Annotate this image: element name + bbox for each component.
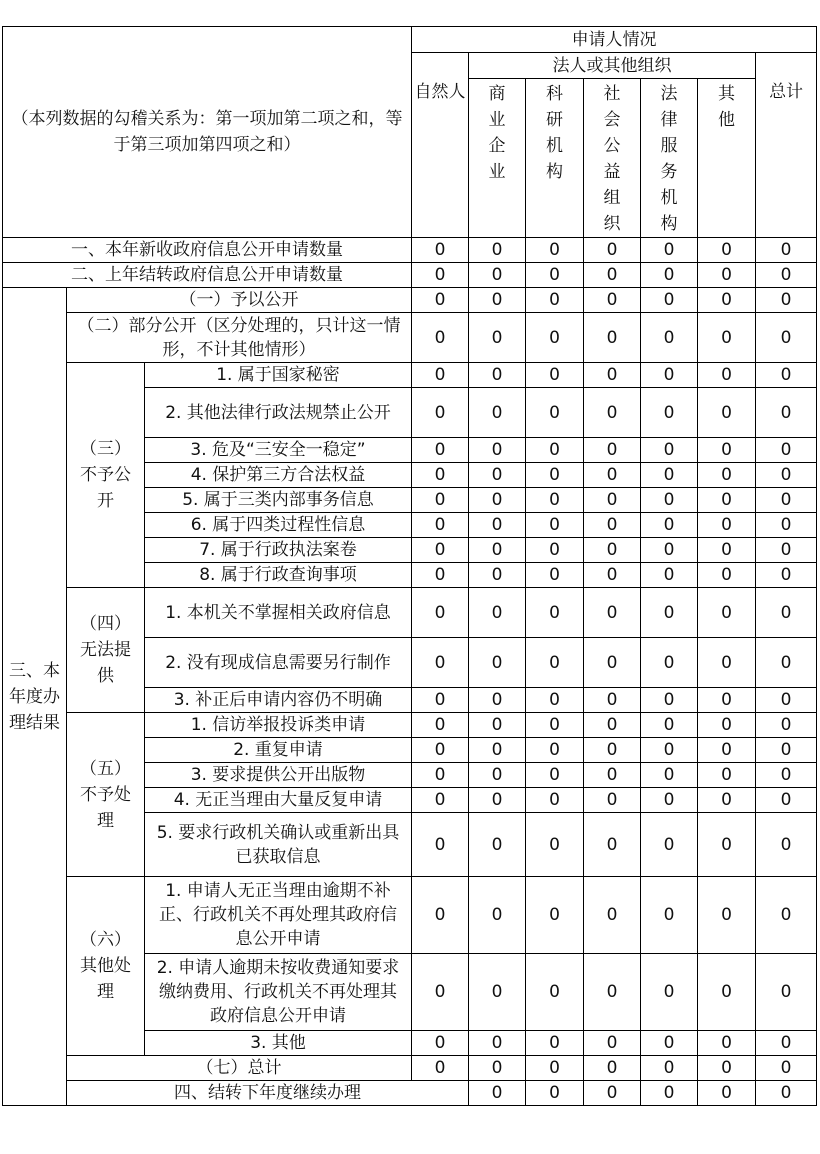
cell-value: 0 — [412, 288, 469, 313]
group-not-process: （五）不予处理 — [67, 713, 145, 877]
cell-value: 0 — [526, 813, 584, 877]
cell-value: 0 — [641, 563, 698, 588]
cell-value: 0 — [756, 588, 817, 638]
table-row — [3, 588, 817, 638]
group-no-disclose: （三）不予公开 — [67, 363, 145, 588]
cell-value: 0 — [584, 877, 641, 954]
row-label: 4. 保护第三方合法权益 — [145, 463, 412, 488]
cell-value: 0 — [584, 238, 641, 263]
row-label: 8. 属于行政查询事项 — [145, 563, 412, 588]
cell-value: 0 — [584, 388, 641, 438]
cell-value: 0 — [641, 513, 698, 538]
cell-value: 0 — [526, 363, 584, 388]
row-label: 3. 要求提供公开出版物 — [145, 763, 412, 788]
cell-value: 0 — [756, 238, 817, 263]
cell-value: 0 — [698, 288, 756, 313]
cell-value: 0 — [756, 1031, 817, 1056]
cell-value: 0 — [469, 238, 526, 263]
header-total: 总计 — [756, 53, 817, 238]
cell-value: 0 — [412, 538, 469, 563]
table-row — [3, 713, 817, 738]
cell-value: 0 — [469, 788, 526, 813]
cell-value: 0 — [756, 763, 817, 788]
cell-value: 0 — [698, 488, 756, 513]
cell-value: 0 — [526, 1081, 584, 1106]
cell-value: 0 — [469, 1081, 526, 1106]
cell-value: 0 — [584, 813, 641, 877]
cell-value: 0 — [469, 588, 526, 638]
cell-value: 0 — [756, 813, 817, 877]
cell-value: 0 — [584, 513, 641, 538]
row-label: 5. 要求行政机关确认或重新出具已获取信息 — [145, 813, 412, 877]
cell-value: 0 — [756, 363, 817, 388]
cell-value: 0 — [584, 363, 641, 388]
row-label: 6. 属于四类过程性信息 — [145, 513, 412, 538]
cell-value: 0 — [584, 438, 641, 463]
cell-value: 0 — [698, 1081, 756, 1106]
cell-value: 0 — [698, 388, 756, 438]
cell-value: 0 — [469, 877, 526, 954]
cell-value: 0 — [641, 363, 698, 388]
cell-value: 0 — [469, 463, 526, 488]
cell-value: 0 — [412, 388, 469, 438]
cell-value: 0 — [584, 1056, 641, 1081]
row-label: 1. 本机关不掌握相关政府信息 — [145, 588, 412, 638]
cell-value: 0 — [584, 588, 641, 638]
cell-value: 0 — [412, 813, 469, 877]
cell-value: 0 — [698, 1056, 756, 1081]
cell-value: 0 — [756, 388, 817, 438]
table-row — [3, 1056, 817, 1081]
row-label: （七）总计 — [67, 1056, 412, 1081]
cell-value: 0 — [641, 954, 698, 1031]
cell-value: 0 — [469, 363, 526, 388]
cell-value: 0 — [756, 313, 817, 363]
cell-value: 0 — [641, 588, 698, 638]
cell-value: 0 — [584, 1081, 641, 1106]
cell-value: 0 — [412, 438, 469, 463]
cell-value: 0 — [756, 1081, 817, 1106]
row-label: 4. 无正当理由大量反复申请 — [145, 788, 412, 813]
cell-value: 0 — [698, 688, 756, 713]
cell-value: 0 — [584, 713, 641, 738]
group-other-process: （六）其他处理 — [67, 877, 145, 1056]
cell-value: 0 — [526, 238, 584, 263]
cell-value: 0 — [526, 788, 584, 813]
header-legal-group: 法人或其他组织 — [469, 53, 756, 79]
row-label: 3. 危及“三安全一稳定” — [145, 438, 412, 463]
group-cannot-provide: （四）无法提供 — [67, 588, 145, 713]
cell-value: 0 — [526, 588, 584, 638]
cell-value: 0 — [526, 738, 584, 763]
cell-value: 0 — [698, 313, 756, 363]
cell-value: 0 — [584, 738, 641, 763]
cell-value: 0 — [756, 877, 817, 954]
cell-value: 0 — [756, 463, 817, 488]
cell-value: 0 — [641, 813, 698, 877]
cell-value: 0 — [469, 763, 526, 788]
row-label: 2. 其他法律行政法规禁止公开 — [145, 388, 412, 438]
cell-value: 0 — [526, 463, 584, 488]
cell-value: 0 — [584, 638, 641, 688]
header-note: （本列数据的勾稽关系为：第一项加第二项之和，等于第三项加第四项之和） — [3, 27, 412, 238]
cell-value: 0 — [698, 238, 756, 263]
cell-value: 0 — [469, 713, 526, 738]
cell-value: 0 — [698, 538, 756, 563]
cell-value: 0 — [756, 538, 817, 563]
cell-value: 0 — [756, 638, 817, 688]
cell-value: 0 — [412, 513, 469, 538]
cell-value: 0 — [584, 563, 641, 588]
cell-value: 0 — [698, 954, 756, 1031]
row-label: 2. 重复申请 — [145, 738, 412, 763]
row-label: 3. 补正后申请内容仍不明确 — [145, 688, 412, 713]
cell-value: 0 — [412, 1031, 469, 1056]
cell-value: 0 — [526, 488, 584, 513]
cell-value: 0 — [412, 313, 469, 363]
cell-value: 0 — [584, 263, 641, 288]
cell-value: 0 — [412, 688, 469, 713]
cell-value: 0 — [641, 388, 698, 438]
cell-value: 0 — [412, 588, 469, 638]
cell-value: 0 — [641, 288, 698, 313]
cell-value: 0 — [698, 513, 756, 538]
cell-value: 0 — [526, 563, 584, 588]
cell-value: 0 — [584, 1031, 641, 1056]
cell-value: 0 — [412, 763, 469, 788]
cell-value: 0 — [526, 288, 584, 313]
cell-value: 0 — [641, 763, 698, 788]
cell-value: 0 — [469, 313, 526, 363]
cell-value: 0 — [412, 488, 469, 513]
cell-value: 0 — [469, 513, 526, 538]
cell-value: 0 — [641, 438, 698, 463]
header-business: 商业企业 — [469, 79, 526, 238]
table-row — [3, 877, 817, 954]
cell-value: 0 — [698, 588, 756, 638]
table-row — [3, 1081, 817, 1106]
cell-value: 0 — [641, 488, 698, 513]
table-row — [3, 288, 817, 313]
cell-value: 0 — [756, 288, 817, 313]
cell-value: 0 — [641, 313, 698, 363]
cell-value: 0 — [469, 738, 526, 763]
row-label: 3. 其他 — [145, 1031, 412, 1056]
cell-value: 0 — [756, 954, 817, 1031]
cell-value: 0 — [469, 1031, 526, 1056]
cell-value: 0 — [756, 263, 817, 288]
cell-value: 0 — [412, 877, 469, 954]
header-research: 科研机构 — [526, 79, 584, 238]
cell-value: 0 — [756, 438, 817, 463]
row-label: 四、结转下年度继续办理 — [67, 1081, 469, 1106]
cell-value: 0 — [756, 713, 817, 738]
cell-value: 0 — [584, 288, 641, 313]
cell-value: 0 — [641, 238, 698, 263]
cell-value: 0 — [641, 877, 698, 954]
row-label: 5. 属于三类内部事务信息 — [145, 488, 412, 513]
disclosure-statistics-table — [2, 26, 817, 1106]
cell-value: 0 — [469, 688, 526, 713]
cell-value: 0 — [412, 738, 469, 763]
row-label: （一）予以公开 — [67, 288, 412, 313]
cell-value: 0 — [412, 263, 469, 288]
cell-value: 0 — [698, 877, 756, 954]
cell-value: 0 — [698, 638, 756, 688]
row-label: 1. 属于国家秘密 — [145, 363, 412, 388]
cell-value: 0 — [469, 813, 526, 877]
table-row — [3, 238, 817, 263]
row-label: 一、本年新收政府信息公开申请数量 — [3, 238, 412, 263]
cell-value: 0 — [698, 738, 756, 763]
cell-value: 0 — [698, 713, 756, 738]
row-label: 2. 申请人逾期未按收费通知要求缴纳费用、行政机关不再处理其政府信息公开申请 — [145, 954, 412, 1031]
row-label: 1. 信访举报投诉类申请 — [145, 713, 412, 738]
cell-value: 0 — [526, 538, 584, 563]
cell-value: 0 — [526, 388, 584, 438]
header-other: 其他 — [698, 79, 756, 238]
cell-value: 0 — [641, 788, 698, 813]
group-section3: 三、本年度办理结果 — [3, 288, 67, 1106]
cell-value: 0 — [412, 363, 469, 388]
cell-value: 0 — [469, 1056, 526, 1081]
table-row — [3, 313, 817, 363]
cell-value: 0 — [641, 1031, 698, 1056]
header-applicant: 申请人情况 — [412, 27, 817, 53]
cell-value: 0 — [412, 788, 469, 813]
cell-value: 0 — [756, 563, 817, 588]
table-row — [3, 263, 817, 288]
cell-value: 0 — [526, 688, 584, 713]
cell-value: 0 — [526, 438, 584, 463]
cell-value: 0 — [526, 513, 584, 538]
header-natural-person: 自然人 — [412, 53, 469, 238]
cell-value: 0 — [641, 463, 698, 488]
cell-value: 0 — [641, 1081, 698, 1106]
cell-value: 0 — [469, 638, 526, 688]
cell-value: 0 — [526, 313, 584, 363]
cell-value: 0 — [469, 538, 526, 563]
cell-value: 0 — [756, 688, 817, 713]
cell-value: 0 — [584, 954, 641, 1031]
row-label: 1. 申请人无正当理由逾期不补正、行政机关不再处理其政府信息公开申请 — [145, 877, 412, 954]
cell-value: 0 — [698, 763, 756, 788]
cell-value: 0 — [756, 513, 817, 538]
cell-value: 0 — [698, 788, 756, 813]
cell-value: 0 — [412, 463, 469, 488]
cell-value: 0 — [412, 1056, 469, 1081]
cell-value: 0 — [698, 363, 756, 388]
cell-value: 0 — [469, 488, 526, 513]
cell-value: 0 — [412, 563, 469, 588]
cell-value: 0 — [469, 263, 526, 288]
cell-value: 0 — [526, 1056, 584, 1081]
cell-value: 0 — [756, 738, 817, 763]
table-row — [3, 363, 817, 388]
cell-value: 0 — [526, 1031, 584, 1056]
cell-value: 0 — [584, 313, 641, 363]
cell-value: 0 — [412, 713, 469, 738]
cell-value: 0 — [698, 463, 756, 488]
cell-value: 0 — [526, 713, 584, 738]
cell-value: 0 — [584, 688, 641, 713]
row-label: （二）部分公开（区分处理的，只计这一情形，不计其他情形） — [67, 313, 412, 363]
cell-value: 0 — [698, 263, 756, 288]
cell-value: 0 — [641, 713, 698, 738]
cell-value: 0 — [641, 738, 698, 763]
cell-value: 0 — [756, 488, 817, 513]
cell-value: 0 — [584, 488, 641, 513]
cell-value: 0 — [756, 788, 817, 813]
cell-value: 0 — [526, 763, 584, 788]
cell-value: 0 — [641, 538, 698, 563]
cell-value: 0 — [584, 463, 641, 488]
cell-value: 0 — [412, 638, 469, 688]
cell-value: 0 — [584, 763, 641, 788]
cell-value: 0 — [698, 813, 756, 877]
cell-value: 0 — [526, 954, 584, 1031]
cell-value: 0 — [469, 438, 526, 463]
cell-value: 0 — [526, 263, 584, 288]
header-legal-service: 法律服务机构 — [641, 79, 698, 238]
cell-value: 0 — [641, 1056, 698, 1081]
cell-value: 0 — [641, 638, 698, 688]
cell-value: 0 — [526, 877, 584, 954]
cell-value: 0 — [698, 438, 756, 463]
cell-value: 0 — [584, 538, 641, 563]
cell-value: 0 — [698, 1031, 756, 1056]
cell-value: 0 — [756, 1056, 817, 1081]
header-social: 社会公益组织 — [584, 79, 641, 238]
cell-value: 0 — [469, 954, 526, 1031]
cell-value: 0 — [584, 788, 641, 813]
cell-value: 0 — [412, 954, 469, 1031]
cell-value: 0 — [469, 288, 526, 313]
cell-value: 0 — [641, 263, 698, 288]
row-label: 7. 属于行政执法案卷 — [145, 538, 412, 563]
row-label: 二、上年结转政府信息公开申请数量 — [3, 263, 412, 288]
cell-value: 0 — [469, 563, 526, 588]
cell-value: 0 — [469, 388, 526, 438]
cell-value: 0 — [412, 238, 469, 263]
row-label: 2. 没有现成信息需要另行制作 — [145, 638, 412, 688]
cell-value: 0 — [698, 563, 756, 588]
cell-value: 0 — [526, 638, 584, 688]
cell-value: 0 — [641, 688, 698, 713]
